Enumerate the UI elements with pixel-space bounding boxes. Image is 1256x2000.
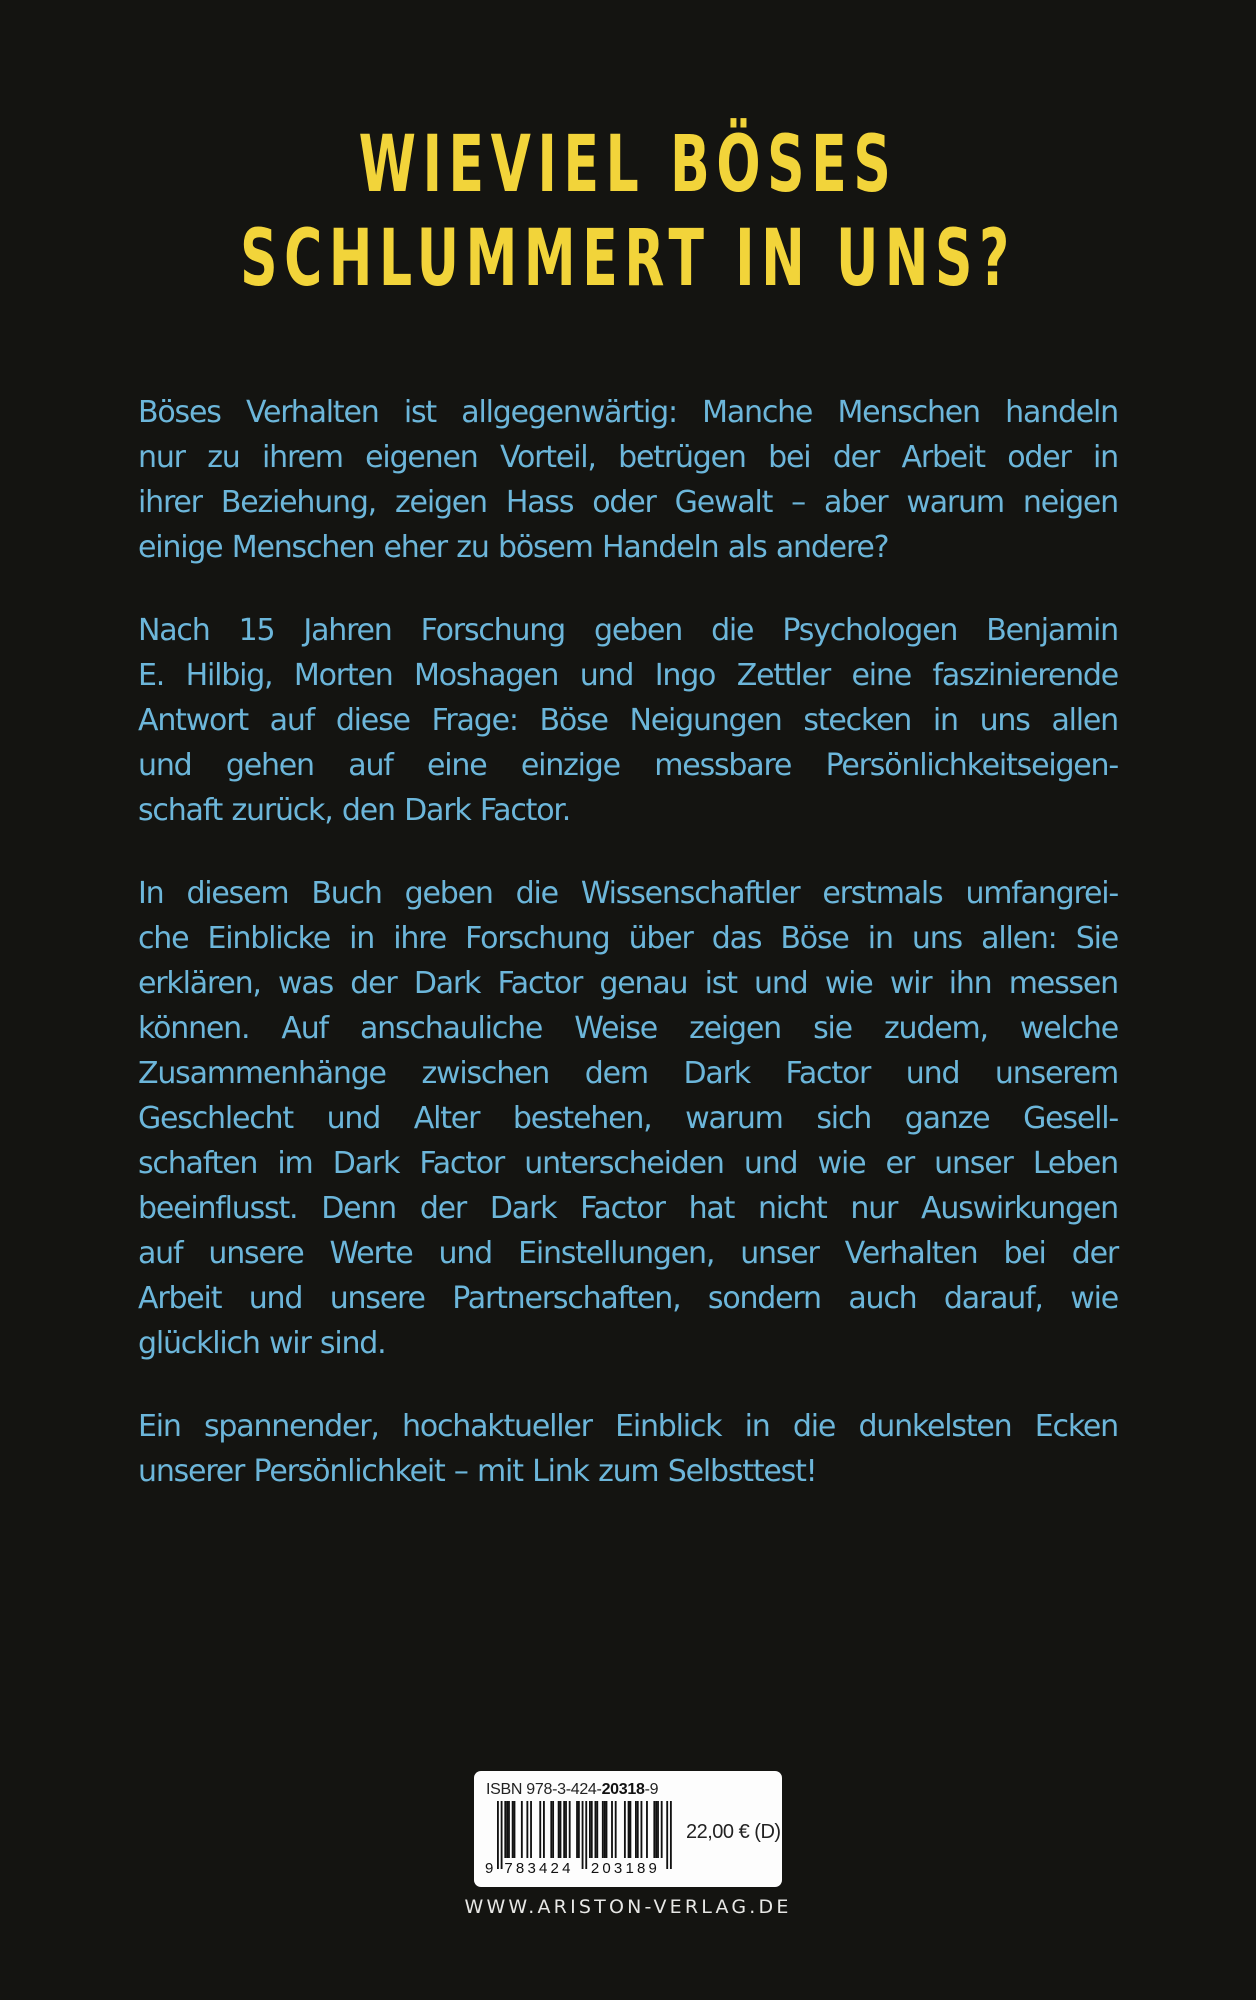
blurb-paragraph-3 [138,871,1118,1366]
blurb-line: Arbeit und unsere Partnerschaften, sondern auch darauf, wie [138,1281,1118,1316]
blurb-line: erklären, was der Dark Factor genau ist und wie wir ihn messen [138,966,1118,1001]
isbn-title-code: 20318 [601,1781,645,1798]
blurb-paragraph-4 [138,1404,1118,1494]
headline-line-2: SCHLUMMERT IN UNS? [240,214,1016,304]
blurb-text [138,390,1118,1532]
blurb-line: Böses Verhalten ist allgegenwärtig: Manche Menschen handeln [138,395,1118,430]
headline-line-1: WIEVIEL BÖSES [358,120,898,210]
blurb-line: Ein spannender, hochaktueller Einblick in die dunkelsten Ecken [138,1409,1118,1444]
svg-text:203189: 203189 [590,1860,661,1877]
blurb-line: und gehen auf eine einzige messbare Persönlichkeitseigen- [138,748,1118,783]
blurb-line: E. Hilbig, Morten Moshagen und Ingo Zettler eine faszinierende [138,658,1118,693]
blurb-line: beeinflusst. Denn der Dark Factor hat nicht nur Auswirkungen [138,1191,1118,1226]
blurb-paragraph-1 [138,390,1118,570]
barcode-icon [484,1801,676,1883]
blurb-line: Geschlecht und Alter bestehen, warum sich ganze Gesell- [138,1101,1118,1136]
blurb-line: schaft zurück, den Dark Factor. [138,793,571,828]
svg-text:783424: 783424 [504,1860,574,1877]
svg-text:9: 9 [485,1860,494,1877]
isbn-number [486,1781,658,1799]
blurb-line: Antwort auf diese Frage: Böse Neigungen stecken in uns allen [138,703,1118,738]
blurb-line: che Einblicke in ihre Forschung über das Böse in uns allen: Sie [138,921,1118,956]
blurb-line: glücklich wir sind. [138,1326,386,1361]
blurb-line: ihrer Beziehung, zeigen Hass oder Gewalt – aber warum neigen [138,485,1118,520]
publisher-website: WWW.ARISTON-VERLAG.DE [464,1896,792,1918]
isbn-barcode-label [474,1771,782,1887]
blurb-line: schaften im Dark Factor unterscheiden und wie er unser Leben [138,1146,1118,1181]
blurb-line: nur zu ihrem eigenen Vorteil, betrügen bei der Arbeit oder in [138,440,1118,475]
blurb-line: Nach 15 Jahren Forschung geben die Psychologen Benjamin [138,613,1118,648]
blurb-line: Zusammenhänge zwischen dem Dark Factor und unserem [138,1056,1118,1091]
isbn-check-digit: -9 [644,1781,659,1798]
cover-headline [0,118,1256,306]
blurb-line: In diesem Buch geben die Wissenschaftler erstmals umfangrei- [138,876,1118,911]
blurb-line: können. Auf anschauliche Weise zeigen sie zudem, welche [138,1011,1118,1046]
blurb-line: unserer Persönlichkeit – mit Link zum Selbsttest! [138,1454,817,1489]
blurb-line: einige Menschen eher zu bösem Handeln als andere? [138,530,889,565]
blurb-line: auf unsere Werte und Einstellungen, unser Verhalten bei der [138,1236,1118,1271]
blurb-paragraph-2 [138,608,1118,833]
isbn-prefix: ISBN 978-3-424- [486,1781,602,1798]
price-label: 22,00 € (D) [686,1821,781,1843]
